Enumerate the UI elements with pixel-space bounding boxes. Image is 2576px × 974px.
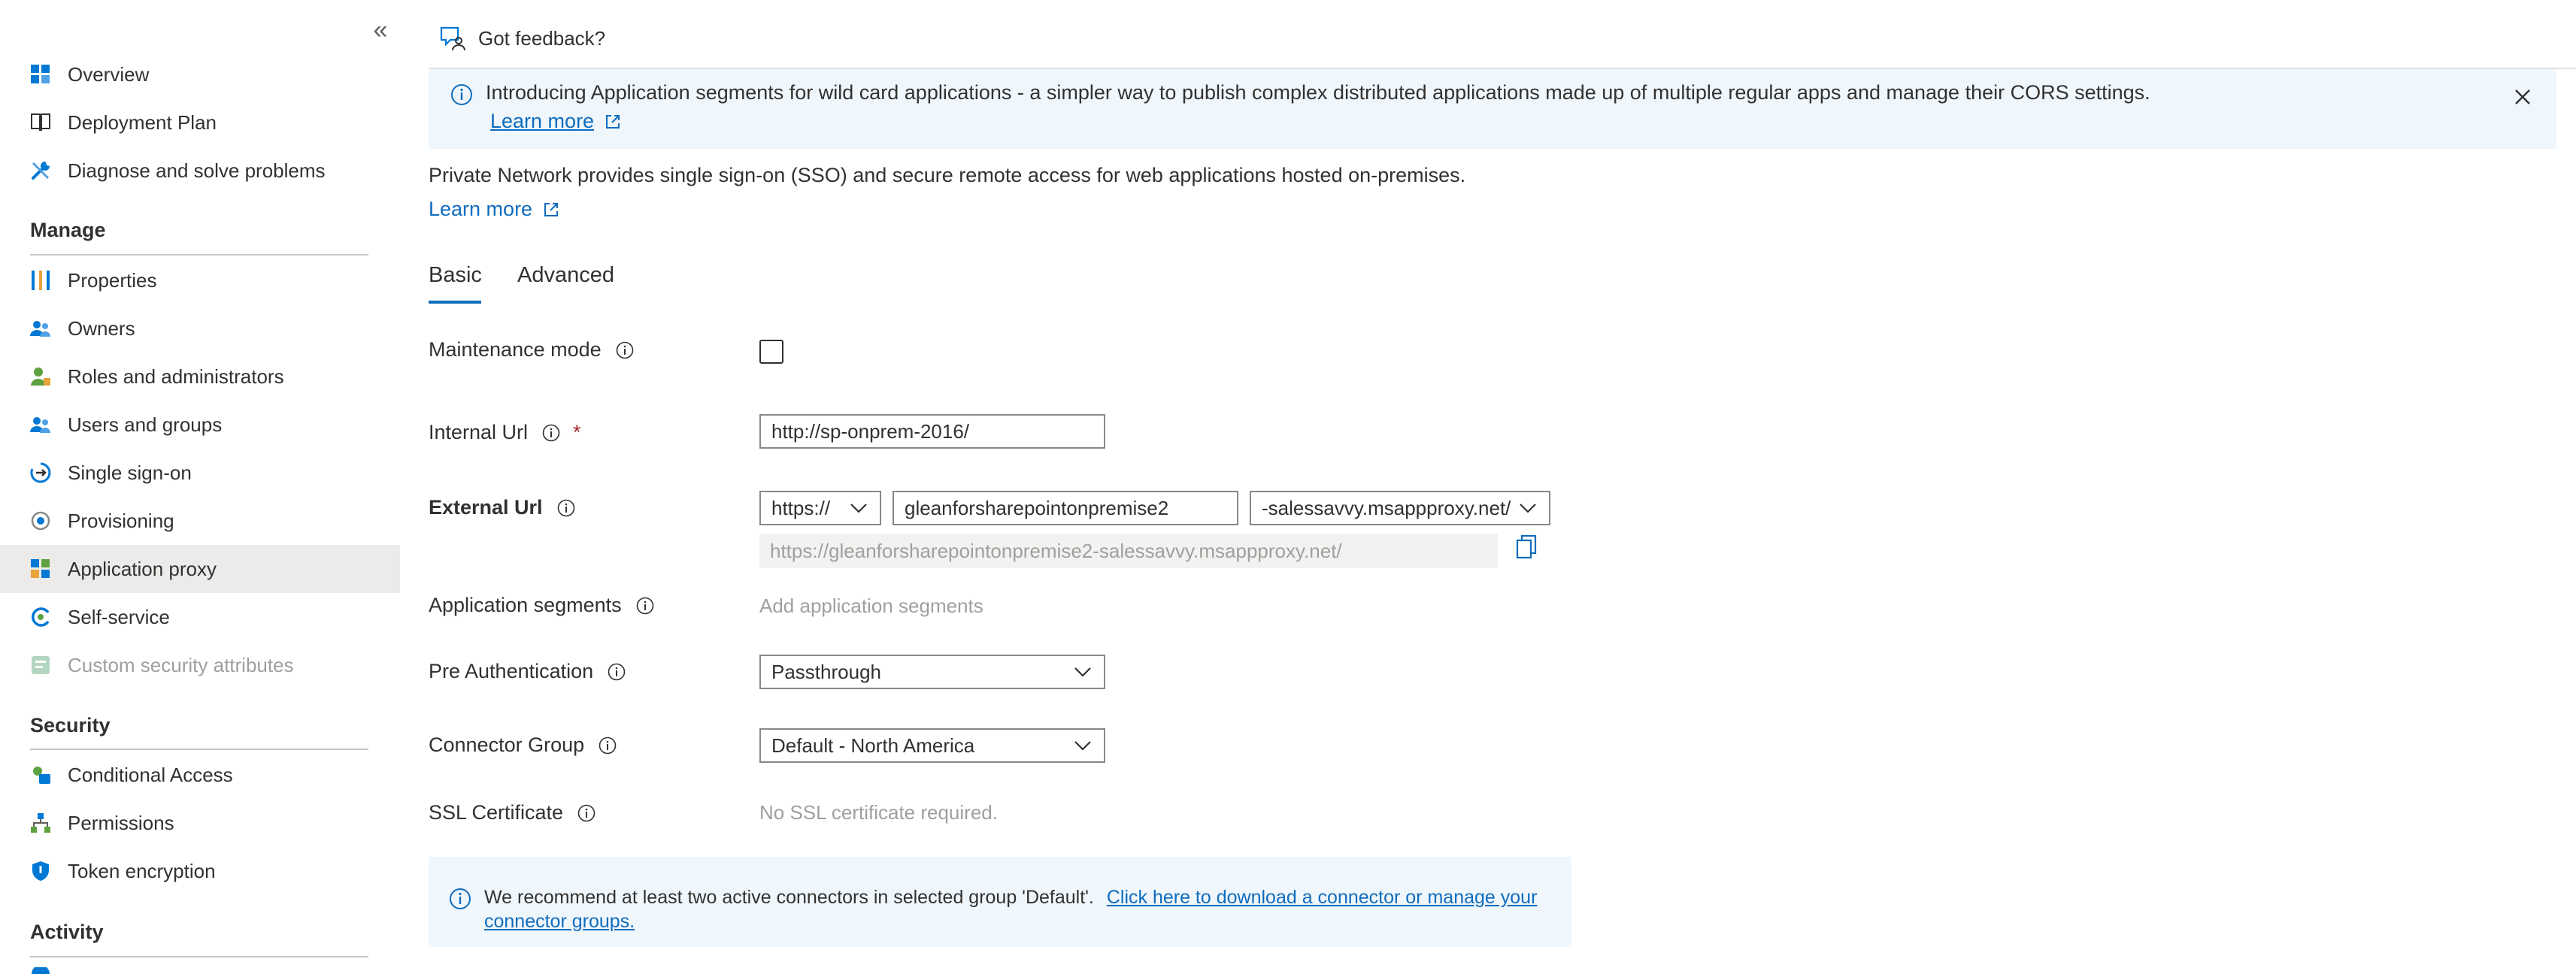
recommendation-link-continued bbox=[484, 911, 635, 933]
pre-authentication-text: Pre Authentication bbox=[429, 660, 594, 682]
active-tab-indicator bbox=[429, 301, 481, 304]
sidebar-item-diagnose[interactable] bbox=[0, 147, 400, 195]
info-icon[interactable] bbox=[615, 340, 635, 360]
info-icon bbox=[450, 83, 474, 107]
sidebar-item-permissions[interactable] bbox=[0, 799, 400, 847]
info-icon bbox=[448, 887, 472, 911]
external-link-icon bbox=[605, 113, 621, 130]
banner-text: Introducing Application segments for wild card applications - a simpler way to publish complex distributed applications made up of multiple regular apps and manage their CORS settings. bbox=[486, 81, 2150, 104]
external-domain-dropdown[interactable] bbox=[1250, 491, 1550, 525]
application-segments-text: Application segments bbox=[429, 594, 622, 616]
pre-authentication-label bbox=[429, 660, 626, 683]
section-title-manage: Manage bbox=[30, 219, 106, 241]
recommendation-message: We recommend at least two active connectors in selected group 'Default'. bbox=[484, 887, 1094, 908]
sidebar-item-label: Custom security attributes bbox=[68, 653, 294, 676]
ssl-certificate-value: No SSL certificate required. bbox=[759, 801, 998, 824]
required-indicator: * bbox=[573, 421, 581, 443]
sidebar-item-roles[interactable] bbox=[0, 352, 400, 401]
sidebar-item-label: Roles and administrators bbox=[68, 364, 284, 388]
recommendation-text bbox=[484, 887, 1537, 909]
close-icon[interactable] bbox=[2511, 86, 2534, 108]
download-connector-link[interactable]: Click here to download a connector or manage your bbox=[1106, 887, 1538, 908]
external-link-icon bbox=[543, 201, 559, 218]
sidebar-item-provisioning[interactable] bbox=[0, 497, 400, 545]
maintenance-mode-text: Maintenance mode bbox=[429, 338, 602, 361]
chevron-down-icon bbox=[1074, 666, 1092, 678]
sidebar-item-users-and-groups[interactable] bbox=[0, 401, 400, 449]
sidebar-item-overview[interactable] bbox=[0, 50, 400, 98]
sidebar-item-application-proxy[interactable] bbox=[0, 545, 400, 593]
tab-advanced[interactable]: Advanced bbox=[517, 263, 614, 287]
connector-group-dropdown[interactable] bbox=[759, 728, 1105, 763]
sidebar-item-conditional-access[interactable] bbox=[0, 751, 400, 799]
sidebar-item-properties[interactable] bbox=[0, 256, 400, 304]
chevron-down-icon bbox=[1074, 740, 1092, 752]
info-icon[interactable] bbox=[541, 423, 561, 443]
divider bbox=[30, 749, 368, 750]
sidebar-nav bbox=[0, 0, 400, 974]
conditional-access-icon bbox=[29, 763, 53, 787]
connector-recommendation-box bbox=[429, 857, 1571, 947]
application-segments-label bbox=[429, 594, 655, 617]
external-subdomain-input[interactable]: gleanforsharepointonpremise2 bbox=[893, 491, 1238, 525]
copy-icon[interactable] bbox=[1514, 534, 1538, 561]
info-icon[interactable] bbox=[635, 596, 655, 616]
ssl-certificate-text: SSL Certificate bbox=[429, 801, 564, 824]
tab-basic[interactable]: Basic bbox=[429, 263, 482, 287]
sso-icon bbox=[29, 461, 53, 485]
section-title-security: Security bbox=[30, 714, 111, 737]
sidebar-item-label: Properties bbox=[68, 268, 157, 292]
sidebar-item-owners[interactable] bbox=[0, 304, 400, 352]
app-proxy-icon bbox=[29, 557, 53, 581]
sidebar-item-label: Overview bbox=[68, 62, 150, 86]
divider bbox=[30, 254, 368, 256]
provisioning-icon bbox=[29, 509, 53, 533]
sidebar-item-label: Permissions bbox=[68, 811, 174, 834]
chevron-down-icon bbox=[1519, 502, 1537, 514]
info-banner bbox=[429, 69, 2556, 149]
clipped-nav-icon bbox=[29, 967, 53, 974]
sidebar-item-label: Self-service bbox=[68, 605, 170, 628]
sidebar-item-label: Deployment Plan bbox=[68, 110, 217, 134]
permissions-icon bbox=[29, 811, 53, 835]
feedback-icon bbox=[439, 26, 466, 51]
info-icon[interactable] bbox=[607, 662, 626, 682]
pre-authentication-dropdown[interactable] bbox=[759, 655, 1105, 689]
sidebar-item-single-sign-on[interactable] bbox=[0, 449, 400, 497]
external-scheme-dropdown[interactable] bbox=[759, 491, 881, 525]
learn-more-link[interactable] bbox=[429, 198, 559, 221]
feedback-label: Got feedback? bbox=[478, 26, 606, 50]
book-icon bbox=[29, 110, 53, 135]
pre-authentication-value: Passthrough bbox=[771, 661, 881, 683]
ssl-certificate-label bbox=[429, 801, 596, 824]
custom-attributes-icon bbox=[29, 653, 53, 677]
properties-icon bbox=[29, 268, 53, 292]
users-icon bbox=[29, 413, 53, 437]
sidebar-item-label: Single sign-on bbox=[68, 461, 192, 484]
owners-icon bbox=[29, 316, 53, 340]
add-application-segments-link[interactable]: Add application segments bbox=[759, 594, 983, 617]
sidebar-item-token-encryption[interactable] bbox=[0, 847, 400, 895]
sidebar-item-label: Token encryption bbox=[68, 859, 216, 882]
connector-group-label bbox=[429, 734, 617, 757]
external-url-label bbox=[429, 496, 576, 519]
grid-icon bbox=[29, 62, 53, 86]
external-scheme-value: https:// bbox=[771, 497, 831, 519]
external-domain-value: -salessavvy.msappproxy.net/ bbox=[1262, 497, 1511, 519]
info-icon[interactable] bbox=[577, 803, 596, 823]
shield-icon bbox=[29, 859, 53, 883]
wrench-icon bbox=[29, 159, 53, 183]
page-description: Private Network provides single sign-on (SSO) and secure remote access for web applications hosted on-premises. bbox=[429, 164, 1466, 186]
feedback-button[interactable] bbox=[439, 26, 605, 51]
info-icon[interactable] bbox=[598, 736, 617, 755]
banner-learn-more-link[interactable] bbox=[490, 110, 621, 133]
divider bbox=[30, 956, 368, 957]
sidebar-item-label: Diagnose and solve problems bbox=[68, 159, 326, 182]
sidebar-item-label: Conditional Access bbox=[68, 763, 233, 786]
learn-more-label: Learn more bbox=[429, 198, 533, 220]
manage-connector-groups-link[interactable]: connector groups. bbox=[484, 911, 635, 932]
maintenance-mode-checkbox[interactable] bbox=[759, 340, 783, 364]
connector-group-value: Default - North America bbox=[771, 734, 975, 757]
sidebar-item-label: Owners bbox=[68, 316, 135, 340]
sidebar-item-label: Provisioning bbox=[68, 509, 174, 532]
banner-link-label: Learn more bbox=[490, 110, 595, 132]
internal-url-input[interactable]: http://sp-onprem-2016/ bbox=[759, 414, 1105, 449]
info-icon[interactable] bbox=[556, 498, 576, 518]
chevron-down-icon bbox=[850, 502, 868, 514]
section-title-activity: Activity bbox=[30, 921, 104, 943]
internal-url-label bbox=[429, 421, 581, 444]
connector-group-text: Connector Group bbox=[429, 734, 585, 756]
sidebar-item-self-service[interactable] bbox=[0, 593, 400, 641]
sidebar-item-label: Application proxy bbox=[68, 557, 217, 580]
self-service-icon bbox=[29, 605, 53, 629]
sidebar-item-deployment-plan[interactable] bbox=[0, 98, 400, 147]
external-url-full-readonly: https://gleanforsharepointonpremise2-salessavvy.msappproxy.net/ bbox=[759, 534, 1498, 568]
sidebar-item-label: Users and groups bbox=[68, 413, 223, 436]
internal-url-text: Internal Url bbox=[429, 421, 529, 443]
external-url-text: External Url bbox=[429, 496, 543, 519]
maintenance-mode-label bbox=[429, 338, 635, 361]
sidebar-item-custom-security-attributes bbox=[0, 641, 400, 689]
collapse-sidebar-icon[interactable]: « bbox=[373, 16, 388, 44]
roles-icon bbox=[29, 364, 53, 389]
